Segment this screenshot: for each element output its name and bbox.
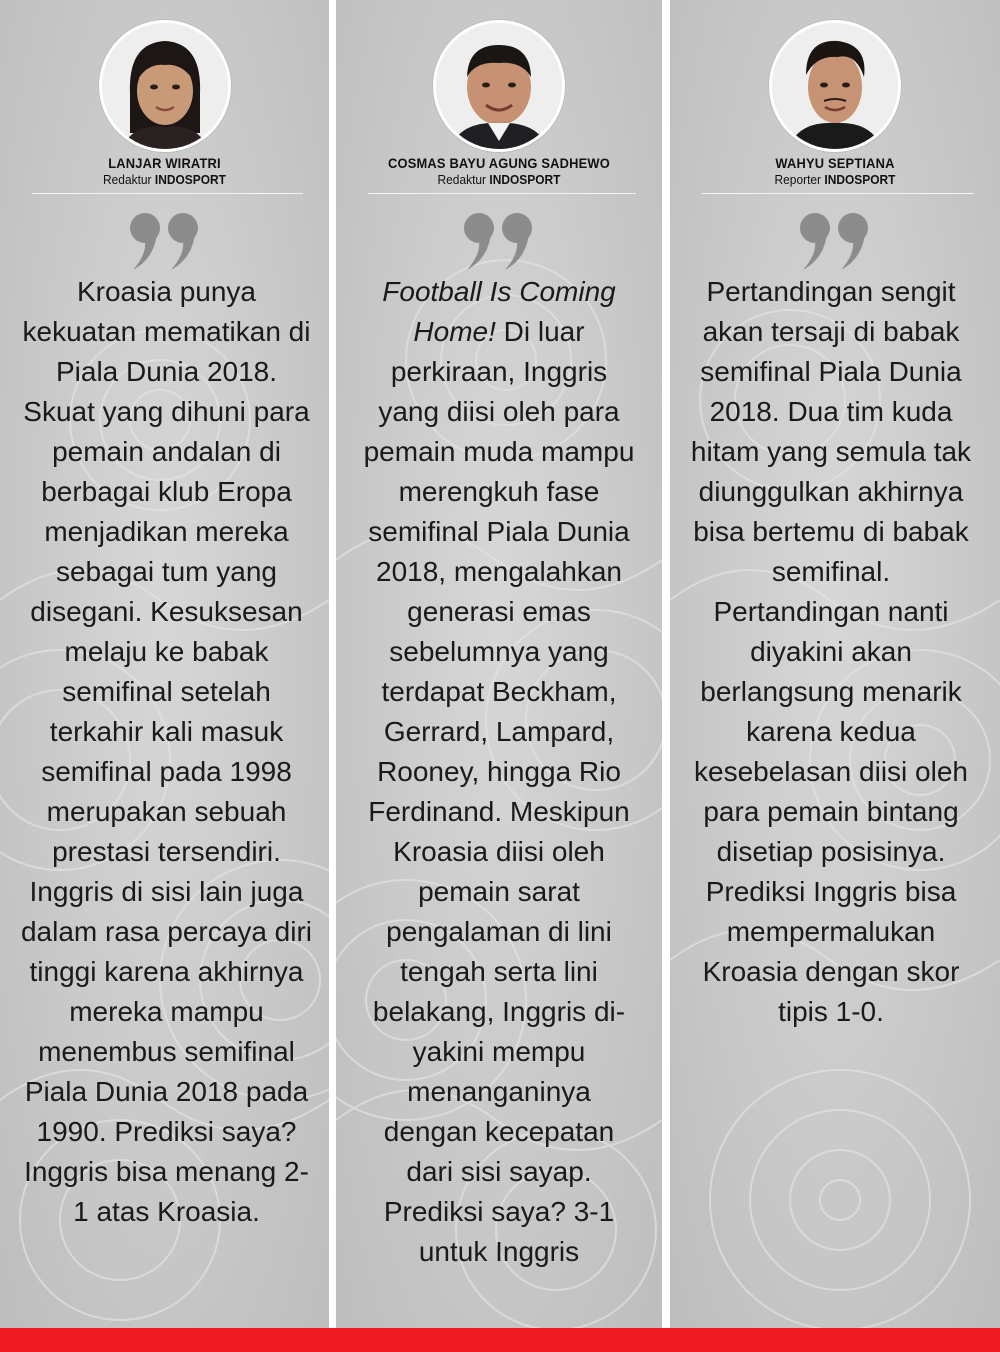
column-cosmas [336, 0, 662, 1328]
opinion-text: Pertandingan sengit akan tersaji di babak semifinal Piala Dunia 2018. Dua tim kuda hitam yang semula tak diunggulkan akhirnya bisa bertemu di babak semifinal. Pertandingan nanti diyakini akan berlangsung menarik karena kedua kesebelasan diisi oleh para pemain bintang disetiap posisinya. Prediksi Inggris bisa mempermalukan Kroasia dengan skor tipis 1-0. [690, 276, 972, 1027]
role-title: Redaktur [437, 172, 487, 187]
avatar [99, 20, 231, 152]
role-org: INDOSPORT [824, 172, 896, 187]
author-role [349, 172, 649, 187]
author-role [13, 172, 316, 187]
role-org: INDOSPORT [154, 172, 226, 187]
quote-mark-icon [795, 210, 875, 274]
column-wahyu [670, 0, 1000, 1328]
avatar [769, 20, 901, 152]
quote-mark-icon [125, 210, 205, 274]
divider-rule [32, 193, 303, 194]
author-name: LANJAR WIRATRI [108, 155, 221, 171]
quote-mark-icon [459, 210, 539, 274]
role-org: INDOSPORT [489, 172, 561, 187]
author-role [683, 172, 987, 187]
opinion-text-italic: Football Is Coming Home! [382, 276, 616, 347]
column-lanjar [0, 0, 329, 1328]
portrait-photo [772, 23, 898, 149]
portrait-photo [102, 23, 228, 149]
divider-rule [702, 193, 974, 194]
role-title: Reporter [774, 172, 822, 187]
opinion-text-body: Di luar perkiraan, Inggris yang diisi oleh para pemain muda mampu merengkuh fase semifinal Piala Dunia 2018, mengalahkan generasi emas sebelumnya yang terdapat Beckham, Gerrard, Lampard, Rooney, hingga Rio Ferdinand. Meskipun Kroasia diisi oleh pemain sarat pengalaman di lini tengah serta lini belakang, Inggris di-yakini mempu menanganinya dengan kecepatan dari sisi sayap. Prediksi saya? 3-1 untuk Inggris [363, 316, 635, 1267]
author-name: COSMAS BAYU AGUNG SADHEWO [388, 155, 610, 171]
opinion-text [358, 272, 640, 1272]
divider-rule [368, 193, 636, 194]
portrait-photo [436, 23, 562, 149]
author-name: WAHYU SEPTIANA [775, 155, 895, 171]
bottom-accent-bar [0, 1328, 1000, 1352]
role-title: Redaktur [103, 172, 152, 187]
opinion-text: Kroasia punya kekuatan mematikan di Piala Dunia 2018. Skuat yang dihuni para pemain andalan di berbagai klub Eropa menjadikan mereka sebagai tum yang disegani. Kesuksesan melaju ke babak semifinal setelah terkahir kali masuk semifinal pada 1998 merupakan sebuah prestasi tersendiri. Inggris di sisi lain juga dalam rasa percaya diri tinggi karena akhirnya mereka mampu menembus semifinal Piala Dunia 2018 pada 1990. Prediksi saya? Inggris bisa menang 2-1 atas Kroasia. [20, 276, 313, 1227]
avatar [433, 20, 565, 152]
